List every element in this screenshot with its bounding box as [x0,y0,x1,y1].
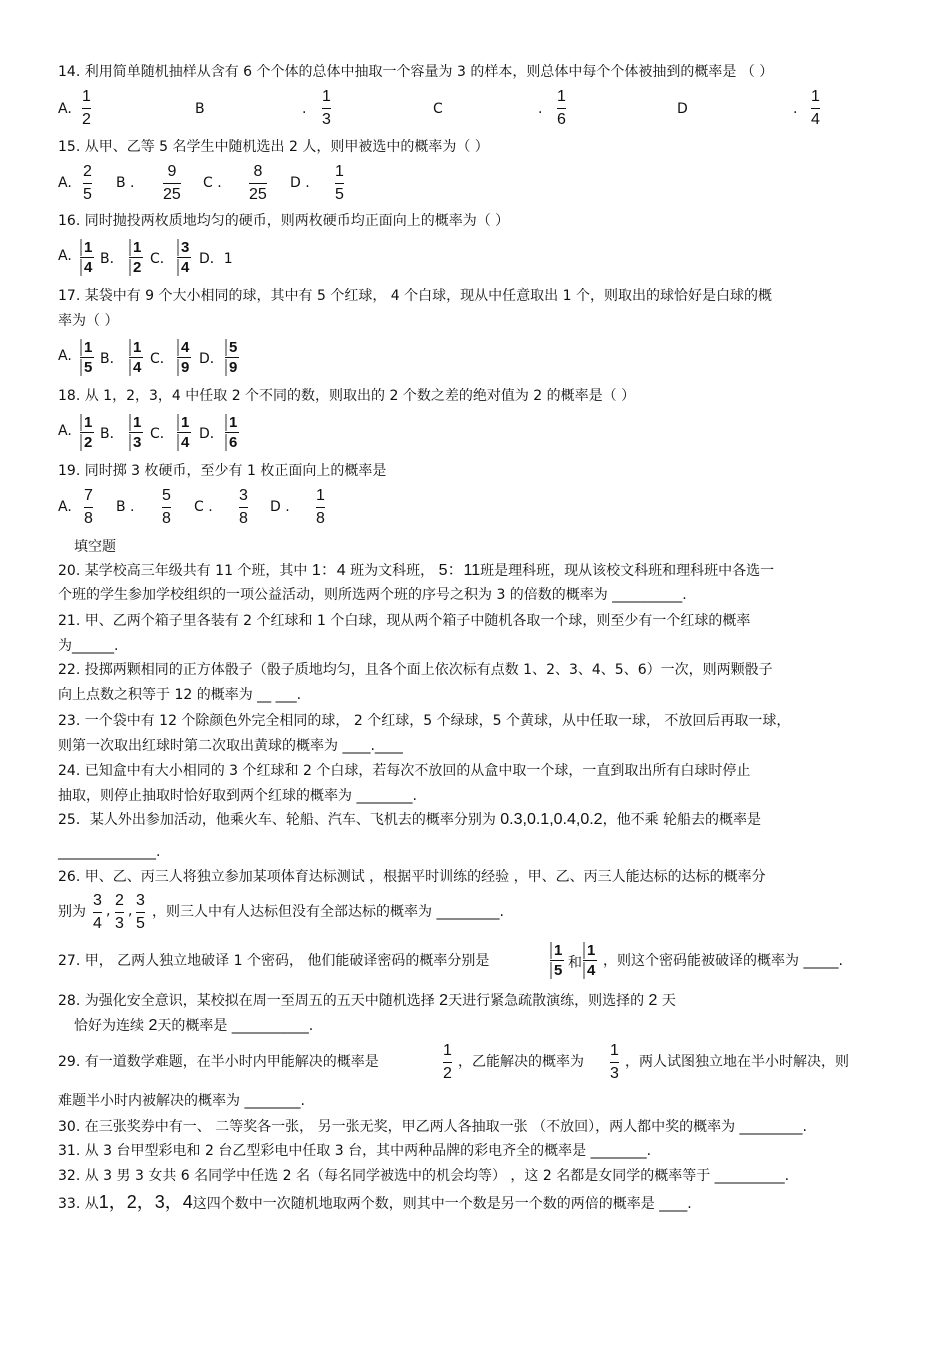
q19-option-a-label: A. [58,499,72,515]
question-14-stem: 14. 利用简单随机抽样从含有 6 个个体的总体中抽取一个容量为 3 的样本，则总体中每个个体被抽到的概率是 （ ） [58,64,774,80]
question-15-stem: 15. 从甲、乙等 5 名学生中随机选出 2 人，则甲被选中的概率为（ ） [58,139,489,155]
q14-option-d-fraction: 1 4 [811,88,820,128]
question-29-line1-start: 29. 有一道数学难题，在半小时内甲能解决的概率是 [58,1054,379,1070]
section-title-fill-in: 填空题 [74,539,116,555]
q15-option-d-label: D . [290,175,310,191]
q14-option-c-label: C [433,101,443,117]
q18-option-b-label: B． [100,426,124,442]
q15-option-c-fraction: 8 25 [249,163,267,203]
question-29-line1-mid: ，乙能解决的概率为 [458,1054,584,1070]
question-26-line2-end: ，则三人中有人达标但没有全部达标的概率为 _________. [152,904,504,920]
q14-option-a-label: A. [58,101,72,117]
q15-option-c-label: C . [203,175,222,191]
question-30: 30. 在三张奖券中有一、 二等奖各一张， 另一张无奖，甲乙两人各抽取一张 （不放回），两人都中奖的概率为 _________. [58,1119,807,1135]
q18-option-b-fraction: 1 3 [129,414,143,451]
question-19-stem: 19. 同时掷 3 枚硬币，至少有 1 枚正面向上的概率是 [58,463,387,479]
q19-option-b-label: B . [116,499,135,515]
q17-option-d-label: D． [199,351,224,367]
q14-option-d-label: D [677,101,688,117]
question-20-line1: 20. 某学校高三年级共有 11 个班，其中 1：4 班为文科班， 5：11班是理科班，现从该校文科班和理科班中各选一 [58,562,775,579]
q16-option-d: D．1 [199,251,233,267]
question-23-line2: 则第一次取出红球时第二次取出黄球的概率为 ____.____ [58,738,403,754]
q17-option-c-label: C． [150,351,174,367]
question-18-stem: 18. 从 1，2，3，4 中任取 2 个不同的数，则取出的 2 个数之差的绝对值为 2 的概率是（ ） [58,388,636,404]
q27-and: 和 [568,955,582,971]
q16-option-c-label: C． [150,251,174,267]
question-29-line1-end: ，两人试图独立地在半小时解决，则 [625,1054,849,1070]
question-28-line1: 28. 为强化安全意识，某校拟在周一至周五的五天中随机选择 2天进行紧急疏散演练，则选择的 2 天 [58,992,676,1009]
q17-option-d-fraction: 5 9 [225,339,239,376]
q14-option-d-dot: . [793,101,798,117]
question-23-line1: 23. 一个袋中有 12 个除颜色外完全相同的球， 2 个红球，5 个绿球，5 个黄球，从中任取一球， 不放回后再取一球， [58,713,791,729]
question-29-line2: 难题半小时内被解决的概率为 ________. [58,1093,305,1109]
question-21-line2: 为______. [58,638,119,654]
q14-option-c-fraction: 1 6 [557,88,566,128]
q19-option-d-fraction: 1 8 [316,487,325,527]
q19-option-d-label: D . [270,499,290,515]
question-17-stem-line2: 率为（ ） [58,313,119,329]
question-22-line1: 22. 投掷两颗相同的正方体骰子（骰子质地均匀，且各个面上依次标有点数 1、2、3、4、5、6）一次，则两颗骰子 [58,662,773,678]
question-25-line2: ______________. [58,844,161,860]
question-27-line1-end: ，则这个密码能被破译的概率为 _____. [603,953,843,969]
question-32: 32. 从 3 男 3 女共 6 名同学中任选 2 名（每名同学被选中的机会均等） ，这 2 名都是女同学的概率等于 __________. [58,1168,790,1184]
question-16-stem: 16. 同时抛投两枚质地均匀的硬币，则两枚硬币均正面向上的概率为（ ） [58,213,510,229]
q16-option-c-fraction: 3 4 [177,239,191,276]
question-26-line1: 26. 甲、乙、丙三人将独立参加某项体育达标测试 ，根据平时训练的经验 ，甲、乙、丙三人能达标的达标的概率分 [58,869,766,885]
q14-option-b-label: B [195,101,205,117]
q19-option-c-label: C . [194,499,213,515]
q16-option-b-label: B． [100,251,124,267]
q18-option-d-label: D． [199,426,224,442]
q19-option-b-fraction: 5 8 [162,487,171,527]
q15-option-b-fraction: 9 25 [163,163,181,203]
question-27-line1-start: 27. 甲， 乙两人独立地破译 1 个密码， 他们能破译密码的概率分别是 [58,953,490,969]
q14-option-b-dot: . [302,101,307,117]
q14-option-b-fraction: 1 3 [322,88,331,128]
question-24-line2: 抽取，则停止抽取时恰好取到两个红球的概率为 ________. [58,788,417,804]
q14-option-c-dot: . [538,101,543,117]
q15-option-d-fraction: 1 5 [335,163,344,203]
q14-option-a-fraction: 1 2 [82,88,91,128]
q26-fraction-2: 2 3 [115,892,124,932]
question-21-line1: 21. 甲、乙两个箱子里各装有 2 个红球和 1 个白球，现从两个箱子中随机各取一个球，则至少有一个红球的概率 [58,613,751,629]
q16-option-b-fraction: 1 2 [129,239,143,276]
q27-fraction-2: 1 4 [583,942,597,979]
q16-option-a-fraction: 1 4 [80,239,94,276]
question-31: 31. 从 3 台甲型彩电和 2 台乙型彩电中任取 3 台，其中两种品牌的彩电齐全的概率是 ________. [58,1143,652,1159]
q29-fraction-2: 1 3 [610,1042,619,1082]
question-20-line2: 个班的学生参加学校组织的一项公益活动，则所选两个班的序号之积为 3 的倍数的概率为 __________. [58,587,687,603]
q17-option-b-label: B． [100,351,124,367]
question-26-line2-start: 别为 [58,904,86,920]
q26-fraction-1: 3 4 [93,892,102,932]
q26-comma-1: , [106,903,111,919]
q19-option-c-fraction: 3 8 [239,487,248,527]
q17-option-b-fraction: 1 4 [129,339,143,376]
q15-option-b-label: B . [116,175,135,191]
q15-option-a-fraction: 2 5 [83,163,92,203]
q26-fraction-3: 3 5 [136,892,145,932]
question-22-line2: 向上点数之积等于 12 的概率为 __ ___. [58,687,302,703]
q27-fraction-1: 1 5 [550,942,564,979]
q16-option-a-label: A. [58,248,72,264]
q15-option-a-label: A. [58,175,72,191]
q17-option-c-fraction: 4 9 [177,339,191,376]
q18-option-c-label: C． [150,426,174,442]
q17-option-a-fraction: 1 5 [80,339,94,376]
question-17-stem-line1: 17. 某袋中有 9 个大小相同的球，其中有 5 个红球， 4 个白球，现从中任意取出 1 个，则取出的球恰好是白球的概 [58,288,772,304]
q18-option-c-fraction: 1 4 [177,414,191,451]
q18-option-d-fraction: 1 6 [225,414,239,451]
question-25-line1: 25．某人外出参加活动，他乘火车、轮船、汽车、飞机去的概率分别为 0.3,0.1,0.4,0.2，他不乘 轮船去的概率是 [58,811,762,828]
q17-option-a-label: A. [58,348,72,364]
question-24-line1: 24. 已知盒中有大小相同的 3 个红球和 2 个白球，若每次不放回的从盒中取一个球，一直到取出所有白球时停止 [58,763,751,779]
q29-fraction-1: 1 2 [443,1042,452,1082]
question-28-line2: 恰好为连续 2天的概率是 ___________. [74,1017,314,1034]
question-33: 33. 从1，2，3，4这四个数中一次随机地取两个数，则其中一个数是另一个数的两倍的概率是 ____. [58,1192,692,1212]
q18-option-a-label: A. [58,423,72,439]
q26-comma-2: , [128,903,133,919]
q18-option-a-fraction: 1 2 [80,414,94,451]
q19-option-a-fraction: 7 8 [84,487,93,527]
